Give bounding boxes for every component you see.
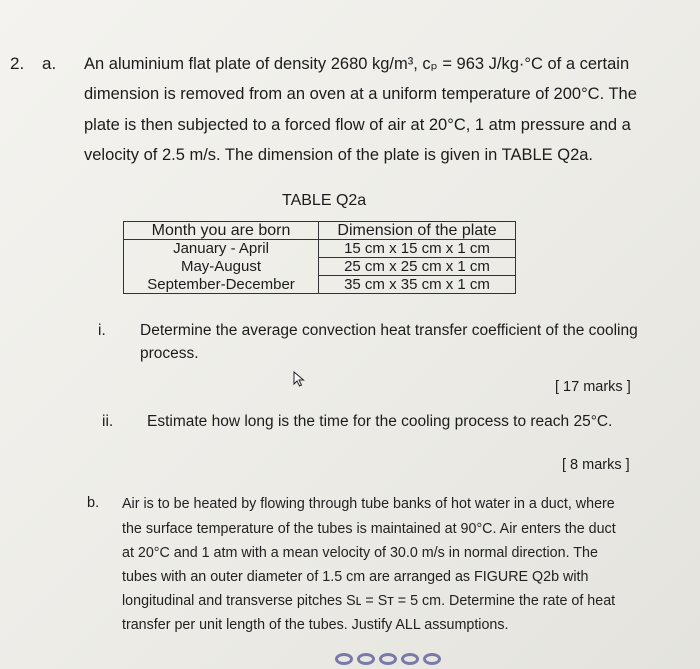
part-b-line-1: Air is to be heated by flowing through tube banks of hot water in a duct, where bbox=[122, 496, 615, 512]
part-b-line-4: tubes with an outer diameter of 1.5 cm are arranged as FIGURE Q2b with bbox=[122, 569, 589, 585]
sub-i-line-1: Determine the average convection heat transfer coefficient of the cooling bbox=[140, 322, 638, 339]
sub-ii-label: ii. bbox=[102, 413, 114, 430]
page-indicator-dots bbox=[335, 653, 441, 665]
mouse-cursor-icon bbox=[293, 371, 305, 387]
table-header-cell: Dimension of the plate bbox=[319, 222, 516, 240]
sub-i-line-2: process. bbox=[140, 345, 199, 362]
table-header-cell: Month you are born bbox=[124, 222, 319, 240]
table-header-row bbox=[124, 222, 516, 240]
plate-dimension-table bbox=[123, 221, 516, 294]
table-cell: 35 cm x 35 cm x 1 cm bbox=[319, 276, 516, 294]
part-a-line-1: An aluminium flat plate of density 2680 kg/m³, cₚ = 963 J/kg·°C of a certain bbox=[84, 55, 630, 73]
part-a-line-3: plate is then subjected to a forced flow of air at 20°C, 1 atm pressure and a bbox=[84, 116, 631, 134]
table-cell: 25 cm x 25 cm x 1 cm bbox=[319, 258, 516, 276]
table-row bbox=[124, 258, 516, 276]
table-cell: January - April bbox=[124, 240, 319, 258]
part-a-label: a. bbox=[42, 54, 57, 73]
page-dot-icon bbox=[401, 653, 419, 665]
table-row bbox=[124, 276, 516, 294]
table-cell: 15 cm x 15 cm x 1 cm bbox=[319, 240, 516, 258]
question-number: 2. bbox=[10, 54, 25, 73]
part-a-line-2: dimension is removed from an oven at a uniform temperature of 200°C. The bbox=[84, 85, 637, 103]
part-a-line-4: velocity of 2.5 m/s. The dimension of the plate is given in TABLE Q2a. bbox=[84, 146, 594, 164]
part-b-label: b. bbox=[87, 495, 100, 511]
page-dot-icon bbox=[379, 653, 397, 665]
sub-ii-marks: [ 8 marks ] bbox=[562, 457, 630, 473]
page-dot-icon bbox=[357, 653, 375, 665]
page-dot-icon bbox=[423, 653, 441, 665]
part-b-line-5: longitudinal and transverse pitches Sʟ = Sᴛ = 5 cm. Determine the rate of heat bbox=[122, 593, 616, 609]
table-cell: May-August bbox=[124, 258, 319, 276]
table-caption: TABLE Q2a bbox=[282, 192, 367, 209]
sub-i-label: i. bbox=[98, 322, 106, 339]
part-b-line-6: transfer per unit length of the tubes. Justify ALL assumptions. bbox=[122, 617, 509, 633]
sub-ii-text: Estimate how long is the time for the cooling process to reach 25°C. bbox=[147, 413, 613, 430]
table-row bbox=[124, 240, 516, 258]
part-b-line-3: at 20°C and 1 atm with a mean velocity of 30.0 m/s in normal direction. The bbox=[122, 545, 598, 561]
table-cell: September-December bbox=[124, 276, 319, 294]
part-b-line-2: the surface temperature of the tubes is maintained at 90°C. Air enters the duct bbox=[122, 521, 616, 537]
sub-i-marks: [ 17 marks ] bbox=[555, 379, 631, 395]
page-dot-icon bbox=[335, 653, 353, 665]
